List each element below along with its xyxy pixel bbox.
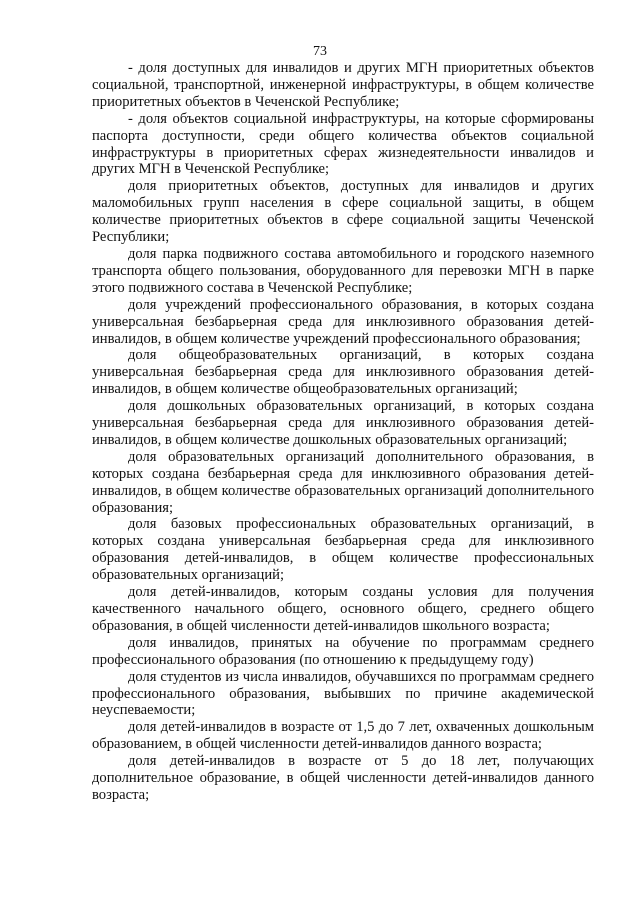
paragraph: доля детей-инвалидов, которым созданы условия для получения качественного начального общего, основного общего, среднего общего образования, в общей численности детей-инвалидов школьного возраста; [92,584,594,634]
paragraph: доля парка подвижного состава автомобильного и городского наземного транспорта общего пользования, оборудованного для перевозки МГН в парке этого подвижного состава в Чеченской Республике; [92,245,594,296]
paragraph: доля детей-инвалидов в возрасте от 5 до 18 лет, получающих дополнительное образование, в общей численности детей-инвалидов данного возраста; [92,753,594,803]
paragraph: доля дошкольных образовательных организаций, в которых создана универсальная безбарьерная среда для инклюзивного образования детей-инвалидов, в общем количестве дошкольных образовательных организаций; [92,398,594,448]
paragraph: доля студентов из числа инвалидов, обучавшихся по программам среднего профессионального образования, выбывших по причине академической неуспеваемости; [92,668,594,719]
paragraph: - доля доступных для инвалидов и других МГН приоритетных объектов социальной, транспортной, инженерной инфраструктуры, в общем количестве приоритетных объектов в Чеченской Республике; [92,60,594,110]
paragraph: доля детей-инвалидов в возрасте от 1,5 до 7 лет, охваченных дошкольным образованием, в общей численности детей-инвалидов данного возраста; [92,719,594,753]
paragraph: - доля объектов социальной инфраструктуры, на которые сформированы паспорта доступности, среди общего количества объектов социальной инфраструктуры в приоритетных сферах жизнедеятельности инвалидов и других МГН в Чеченской Республике; [92,110,594,178]
page-number: 73 [313,44,327,59]
paragraph: доля базовых профессиональных образовательных организаций, в которых создана универсальная безбарьерная среда для инклюзивного образования детей-инвалидов, в общем количестве профессиональных образовательных организаций; [92,516,594,584]
paragraph: доля общеобразовательных организаций, в которых создана универсальная безбарьерная среда для инклюзивного образования детей-инвалидов, в общем количестве общеобразовательных организаций; [92,347,594,398]
document-body [92,60,594,804]
paragraph: доля учреждений профессионального образования, в которых создана универсальная безбарьерная среда для инклюзивного образования детей-инвалидов, в общем количестве учреждений профессионального образования; [92,296,594,347]
paragraph: доля инвалидов, принятых на обучение по программам среднего профессионального образования (по отношению к предыдущему году) [92,634,594,668]
paragraph: доля приоритетных объектов, доступных для инвалидов и других маломобильных групп населения в сфере социальной защиты, в общем количестве приоритетных объектов в сфере социальной защиты Чеченской Республики; [92,178,594,246]
paragraph: доля образовательных организаций дополнительного образования, в которых создана безбарьерная среда для инклюзивного образования детей-инвалидов, в общем количестве образовательных организаций дополнительного образования; [92,448,594,516]
